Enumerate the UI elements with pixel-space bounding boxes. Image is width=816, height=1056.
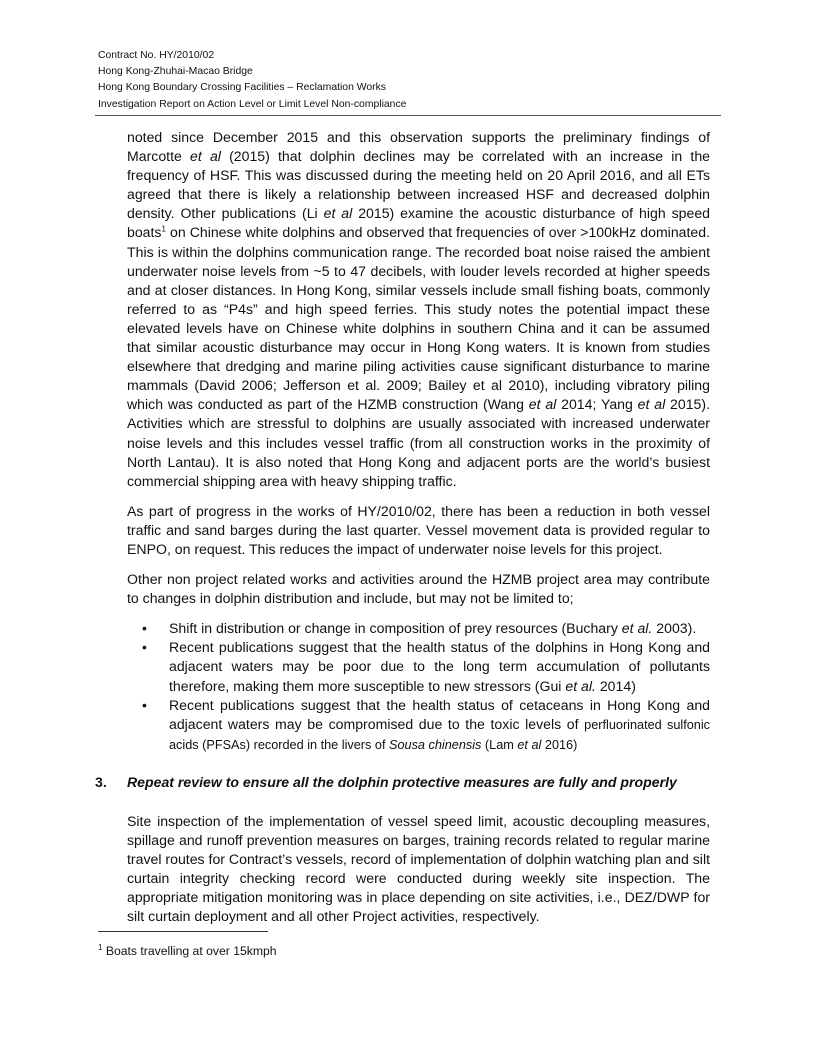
running-header xyxy=(98,48,718,113)
section-heading xyxy=(95,773,710,792)
header-divider xyxy=(95,115,721,116)
header-project: Hong Kong-Zhuhai-Macao Bridge xyxy=(98,66,253,78)
factor-list xyxy=(127,619,710,755)
header-contract: Contract No. HY/2010/02 xyxy=(98,50,215,61)
footnote-ref: 1 xyxy=(161,224,166,234)
section-number: 3. xyxy=(95,773,107,790)
paragraph-acoustic-disturbance: noted since December 2015 and this observation supports the preliminary findings of Marcotte et al (2015) that dolphin declines may be correlated with an increase in the frequency of HSF. This was discussed during the meeting held on 20 April 2016, and all ETs agreed that there is likely a relationship between increased HSF and decreased dolphin density. Other publications (Li et al 2015) examine the acoustic disturbance of high speed boats$^1$ on Chinese white dolphins and observed that frequencies of over >100kHz dominated. This is within the dolphins communication range. The recorded boat noise raised the ambient underwater noise levels from ~5 to 47 decibels, with louder levels recorded at higher speeds and at closer distances. In Hong Kong, similar vessels include small fishing boats, commonly referred to as “P4s” and high speed ferries. This study notes the potential impact these elevated levels have on Chinese white dolphins in southern China and it can be assumed that similar acoustic disturbance may occur in Hong Kong waters. It is known from studies elsewhere that dredging and marine piling activities cause significant disturbance to marine mammals (David 2006; Jefferson et al. 2009; Bailey et al 2010), including vibratory piling which was conducted as part of the HZMB construction (Wang et al 2014; Yang et al 2015). Activities which are stressful to dolphins are usually associated with increased underwater noise levels and this includes vessel traffic (from all construction works in the proximity of North Lantau). It is also noted that Hong Kong and adjacent ports are the world’s busiest commercial shipping area with heavy shipping traffic. xyxy=(127,129,711,489)
bullet-icon: • xyxy=(142,639,147,656)
list-item: • Shift in distribution or change in composition of prey resources (Buchary et al. 2003). xyxy=(127,619,710,638)
list-item: • Recent publications suggest that the health status of the dolphins in Hong Kong and adjacent waters may be poor due to the long term accumulation of pollutants therefore, making them more susceptible to new stressors (Gui et al. 2014) xyxy=(142,639,710,694)
footnote xyxy=(98,944,277,958)
bullet-icon: • xyxy=(142,696,147,713)
section-title: Repeat review to ensure all the dolphin protective measures are fully and properly xyxy=(127,773,677,790)
paragraph-progress: As part of progress in the works of HY/2010/02, there has been a reduction in both vessel traffic and sand barges during the last quarter. Vessel movement data is provided regular to ENPO, on request. This reduces the impact of underwater noise levels for this project. xyxy=(127,502,710,557)
bullet-icon: • xyxy=(142,620,147,637)
document-body xyxy=(95,128,711,938)
footnote-divider xyxy=(98,931,268,932)
footnote-text: Boats travelling at over 15kmph xyxy=(102,944,277,958)
header-report: Investigation Report on Action Level or Limit Level Non-compliance xyxy=(98,98,407,110)
list-item: • Recent publications suggest that the health status of cetaceans in Hong Kong and adjacent waters may be compromised due to the toxic levels of perfluorinated sulfonic acids (PFSAs) recorded in the livers of Sousa chinensis (Lam et al 2016) xyxy=(142,696,710,752)
paragraph-other-works: Other non project related works and activities around the HZMB project area may contribute to changes in dolphin distribution and include, but may not be limited to; xyxy=(127,571,710,607)
paragraph-site-inspection: Site inspection of the implementation of vessel speed limit, acoustic decoupling measures, spillage and runoff prevention measures on barges, training records related to regular marine travel routes for Contract’s vessels, record of implementation of dolphin watching plan and silt curtain integrity checking record were conducted during weekly site inspection. The appropriate mitigation monitoring was in place depending on site activities, i.e., DEZ/DWP for silt curtain deployment and all other Project activities, respectively. xyxy=(127,813,710,925)
header-facility: Hong Kong Boundary Crossing Facilities – Reclamation Works xyxy=(98,82,386,94)
footnote-number: 1 xyxy=(98,942,103,952)
